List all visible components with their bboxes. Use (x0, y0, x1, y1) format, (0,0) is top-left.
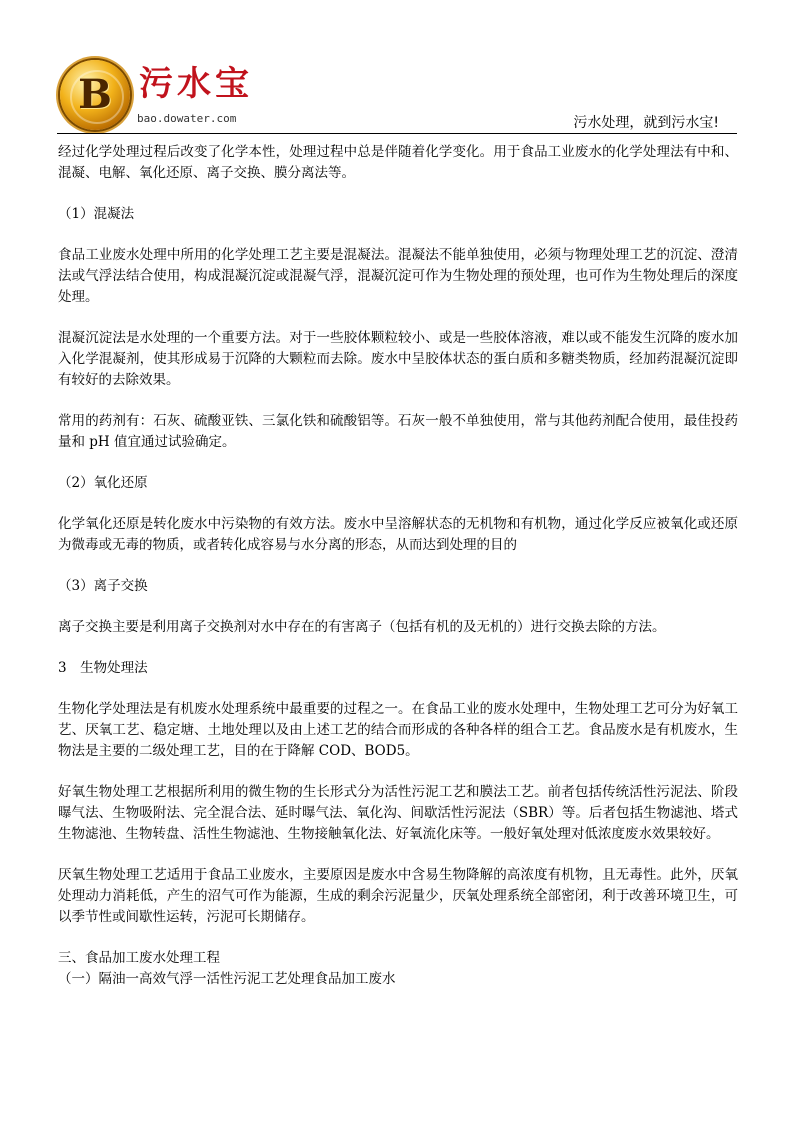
paragraph-ion-exchange: 离子交换主要是利用离子交换剂对水中存在的有害离子（包括有机的及无机的）进行交换去除的方法。 (58, 619, 666, 635)
heading-redox: （2）氧化还原 (58, 475, 148, 491)
paragraph-anaerobic: 厌氧生物处理工艺适用于食品工业废水，主要原因是废水中含易生物降解的高浓度有机物，且无毒性。此外，厌氧处理动力消耗低，产生的沼气可作为能源，生成的剩余污泥量少，厌氧处理系统全部密闭，利于改善环境卫生，可以季节性或间歇性运转，污泥可长期储存。 (58, 867, 738, 925)
logo-letter: B (78, 71, 112, 118)
heading-section-three: 三、食品加工废水处理工程 (58, 950, 220, 966)
logo-text: 污水宝 (139, 64, 253, 104)
header-slogan: 污水处理，就到污水宝! (573, 115, 719, 131)
heading-subsection-one: （一）隔油一高效气浮一活性污泥工艺处理食品加工废水 (58, 971, 396, 987)
page-header (57, 40, 737, 132)
paragraph-coagulation: 食品工业废水处理中所用的化学处理工艺主要是混凝法。混凝法不能单独使用，必须与物理处理工艺的沉淀、澄清法或气浮法结合使用，构成混凝沉淀或混凝气浮，混凝沉淀可作为生物处理的预处理，也可作为生物处理后的深度处理。 (58, 247, 738, 305)
heading-biological: 3 生物处理法 (58, 660, 148, 676)
logo-url: bao.dowater.com (137, 112, 237, 125)
paragraph-coagulation-sedimentation: 混凝沉淀法是水处理的一个重要方法。对于一些胶体颗粒较小、或是一些胶体溶液，难以或不能发生沉降的废水加入化学混凝剂，使其形成易于沉降的大颗粒而去除。废水中呈胶体状态的蛋白质和多糖类物质，经加药混凝沉淀即有较好的去除效果。 (58, 330, 738, 388)
heading-ion-exchange: （3）离子交换 (58, 578, 148, 594)
paragraph-biological: 生物化学处理法是有机废水处理系统中最重要的过程之一。在食品工业的废水处理中，生物处理工艺可分为好氧工艺、厌氧工艺、稳定塘、土地处理以及由上述工艺的结合而形成的各种各样的组合工艺。食品废水是有机废水，生物法是主要的二级处理工艺，目的在于降解 COD、BOD5。 (58, 701, 738, 759)
paragraph-redox: 化学氧化还原是转化废水中污染物的有效方法。废水中呈溶解状态的无机物和有机物，通过化学反应被氧化或还原为微毒或无毒的物质，或者转化成容易与水分离的形态，从而达到处理的目的 (58, 516, 738, 553)
paragraph-intro: 经过化学处理过程后改变了化学本性，处理过程中总是伴随着化学变化。用于食品工业废水的化学处理法有中和、混凝、电解、氧化还原、离子交换、膜分离法等。 (58, 144, 738, 181)
paragraph-reagents: 常用的药剂有：石灰、硫酸亚铁、三氯化铁和硫酸铝等。石灰一般不单独使用，常与其他药剂配合使用，最佳投药量和 pH 值宜通过试验确定。 (58, 413, 738, 450)
heading-coagulation: （1）混凝法 (58, 206, 135, 222)
logo-badge-icon (60, 60, 130, 130)
header-divider (57, 133, 737, 134)
paragraph-aerobic: 好氧生物处理工艺根据所利用的微生物的生长形式分为活性污泥工艺和膜法工艺。前者包括传统活性污泥法、阶段曝气法、生物吸附法、完全混合法、延时曝气法、氧化沟、间歇活性污泥法（SBR）等。后者包括生物滤池、塔式生物滤池、生物转盘、活性生物滤池、生物接触氧化法、好氧流化床等。一般好氧处理对低浓度废水效果较好。 (58, 784, 738, 842)
document-body (58, 142, 738, 990)
